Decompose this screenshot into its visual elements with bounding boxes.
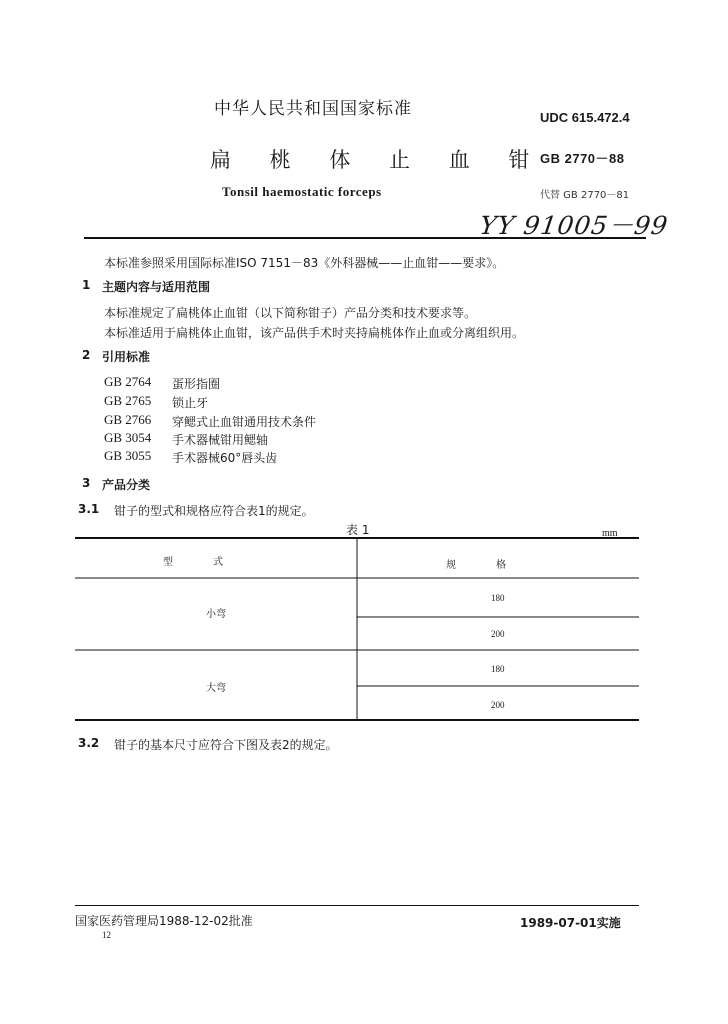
ref-code: GB 3055	[104, 448, 152, 463]
table-cell-size: 200	[491, 629, 505, 639]
section-3-heading: 产品分类	[102, 478, 151, 492]
ref-code: GB 3054	[104, 430, 152, 445]
section-3-number: 3	[82, 476, 91, 490]
section-1-heading: 主题内容与适用范围	[102, 280, 211, 294]
footer-rule	[75, 905, 639, 906]
ref-code: GB 2766	[104, 412, 152, 427]
approval-note: 国家医药管理局1988-12-02批准	[75, 914, 253, 928]
document-title: 扁 桃 体 止 血 钳	[210, 148, 546, 172]
ref-title: 手术器械钳用鳃轴	[172, 433, 269, 447]
table-cell-size: 180	[491, 664, 505, 674]
section-2-number: 2	[82, 348, 91, 362]
udc-code: UDC 615.472.4	[540, 110, 630, 125]
table-header-spec: 规 格	[446, 560, 506, 571]
clause-3-1-number: 3.1	[78, 502, 100, 516]
table-unit: mm	[602, 528, 618, 539]
section-1-number: 1	[82, 278, 91, 292]
ref-title: 蛋形指圈	[172, 377, 221, 391]
ref-code: GB 2765	[104, 393, 152, 408]
ref-code: GB 2764	[104, 374, 152, 389]
effective-date: 1989-07-01实施	[520, 916, 621, 930]
table-caption: 表 1	[346, 523, 370, 537]
clause-3-2-number: 3.2	[78, 736, 100, 750]
table-cell-size: 200	[491, 700, 505, 710]
clause-3-1-text: 钳子的型式和规格应符合表1的规定。	[114, 504, 314, 518]
issuing-country-standard-heading: 中华人民共和国国家标准	[214, 99, 412, 119]
table-cell-type: 小弯	[206, 609, 226, 620]
table-cell-type: 大弯	[206, 683, 226, 694]
section-1-paragraph-2: 本标准适用于扁桃体止血钳，该产品供手术时夹持扁桃体作止血或分离组织用。	[104, 326, 525, 340]
clause-3-2-text: 钳子的基本尺寸应符合下图及表2的规定。	[114, 738, 338, 752]
ref-title: 穿鳃式止血钳通用技术条件	[172, 415, 317, 429]
english-title: Tonsil haemostatic forceps	[222, 184, 382, 199]
replaces-note: 代替 GB 2770－81	[540, 190, 630, 201]
ref-title: 锁止牙	[172, 396, 209, 410]
ref-title: 手术器械60°唇头齿	[172, 451, 278, 465]
page-number: 12	[102, 930, 111, 940]
table-header-type: 型 式	[163, 557, 223, 568]
standard-number: GB 2770－88	[540, 151, 625, 166]
table-cell-size: 180	[491, 593, 505, 603]
handwritten-number: YY 91005－99	[477, 211, 671, 240]
section-2-heading: 引用标准	[102, 350, 151, 364]
intro-paragraph: 本标准参照采用国际标准ISO 7151－83《外科器械——止血钳——要求》。	[104, 256, 505, 270]
section-1-paragraph-1: 本标准规定了扁桃体止血钳（以下简称钳子）产品分类和技术要求等。	[104, 306, 477, 320]
